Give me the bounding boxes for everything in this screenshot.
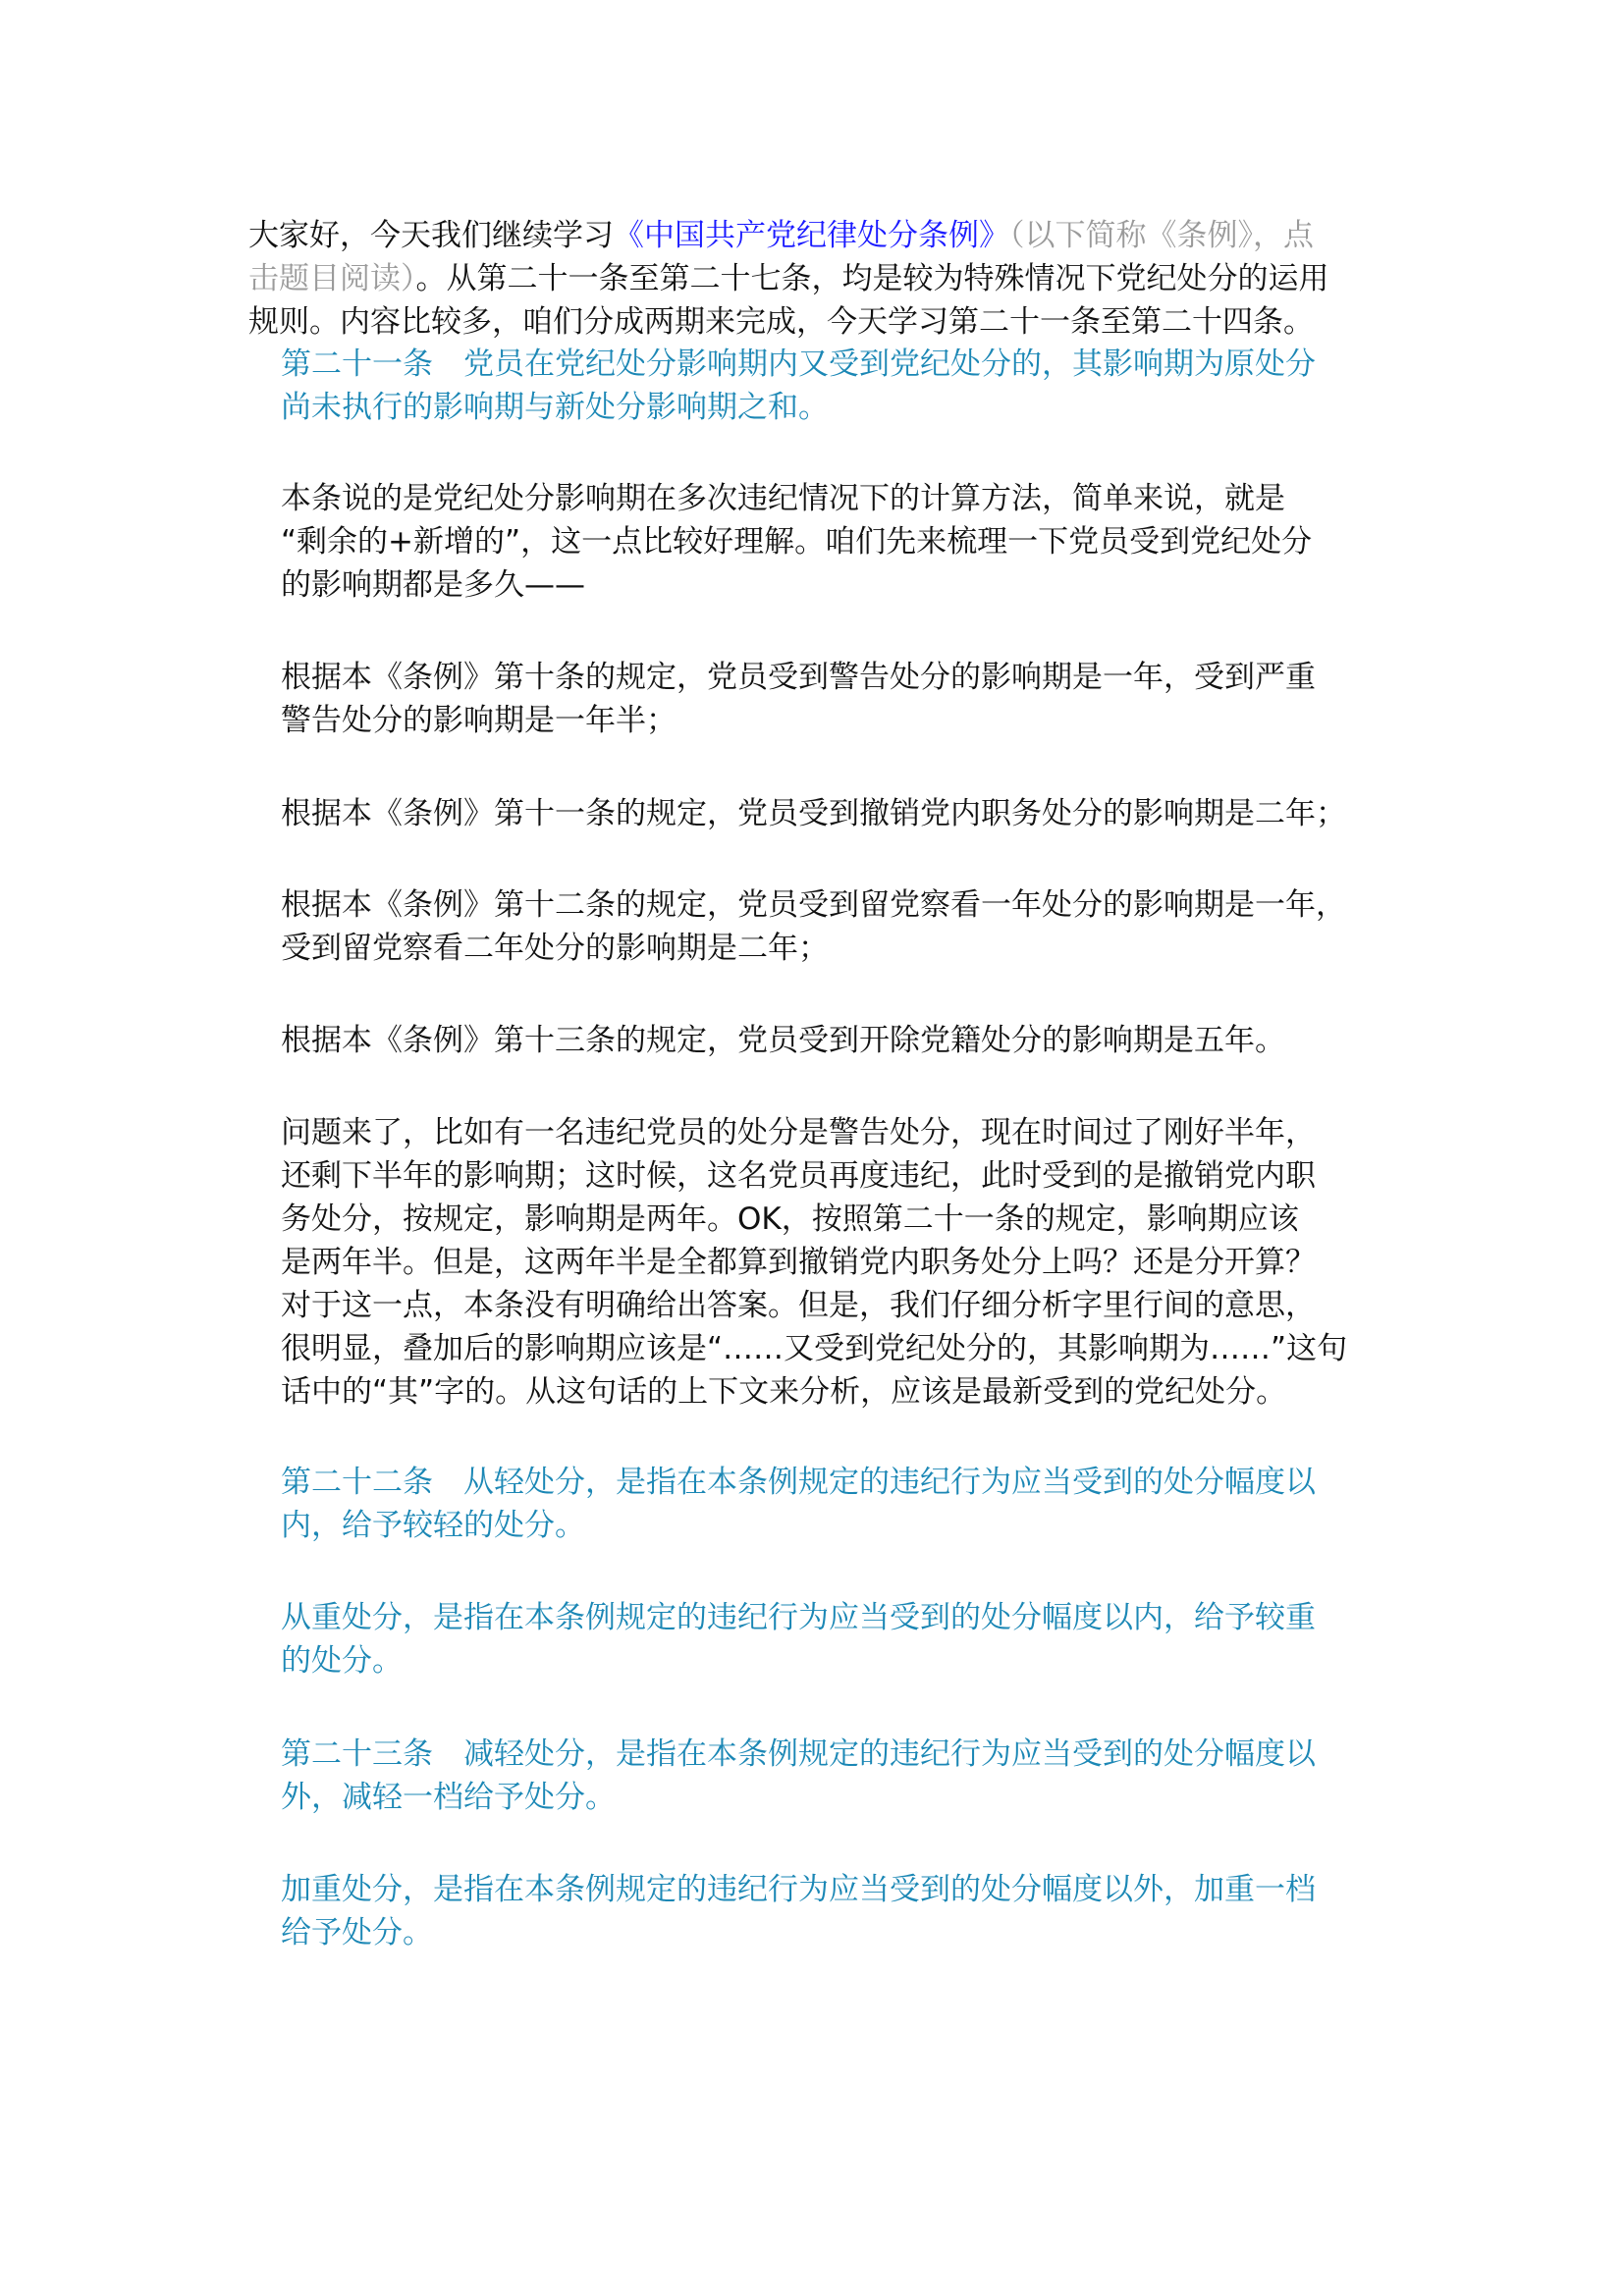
paragraph-line: 话中的“其”字的。从这句话的上下文来分析，应该是最新受到的党纪处分。 (281, 1374, 1287, 1410)
paragraph-line: 根据本《条例》第十一条的规定，党员受到撤销党内职务处分的影响期是二年； (281, 796, 1346, 831)
body-paragraph (281, 656, 1380, 742)
intro-text: 大家好，今天我们继续学习 (248, 218, 614, 253)
paragraph-line: 内，给予较轻的处分。 (281, 1508, 585, 1543)
paragraph-line: 加重处分，是指在本条例规定的违纪行为应当受到的处分幅度以外，加重一档 (281, 1872, 1316, 1907)
paragraph-line: 警告处分的影响期是一年半； (281, 703, 677, 738)
paragraph-line: 根据本《条例》第十条的规定，党员受到警告处分的影响期是一年，受到严重 (281, 660, 1316, 695)
article-clause (281, 1461, 1380, 1547)
paragraph-line: 还剩下半年的影响期；这时候，这名党员再度违纪，此时受到的是撤销党内职 (281, 1158, 1316, 1194)
paragraph-line: 务处分，按规定，影响期是两年。OK，按照第二十一条的规定，影响期应该 (281, 1201, 1299, 1237)
body-paragraph (281, 883, 1380, 970)
paragraph-line: 第二十二条 从轻处分，是指在本条例规定的违纪行为应当受到的处分幅度以 (281, 1465, 1316, 1500)
intro-text: 规则。内容比较多，咱们分成两期来完成，今天学习第二十一条至第二十四条。 (248, 304, 1314, 340)
body-paragraph (281, 1111, 1380, 1414)
paragraph-line: 尚未执行的影响期与新处分影响期之和。 (281, 390, 829, 425)
paragraph-line: “剩余的+新增的”，这一点比较好理解。咱们先来梳理一下党员受到党纪处分 (281, 524, 1313, 560)
paragraph-line: 从重处分，是指在本条例规定的违纪行为应当受到的处分幅度以内，给予较重 (281, 1600, 1316, 1635)
paragraph-line: 很明显，叠加后的影响期应该是“……又受到党纪处分的，其影响期为……”这句 (281, 1331, 1348, 1366)
paragraph-line: 的处分。 (281, 1643, 403, 1679)
paragraph-line: 本条说的是党纪处分影响期在多次违纪情况下的计算方法，简单来说，就是 (281, 481, 1285, 516)
paragraph-line: 的影响期都是多久—— (281, 567, 585, 603)
intro-line (248, 257, 1387, 300)
intro-text: 。从第二十一条至第二十七条，均是较为特殊情况下党纪处分的运用 (415, 261, 1329, 296)
intro-line (248, 300, 1387, 344)
paragraph-line: 是两年半。但是，这两年半是全都算到撤销党内职务处分上吗？还是分开算？ (281, 1245, 1316, 1280)
paragraph-line: 第二十三条 减轻处分，是指在本条例规定的违纪行为应当受到的处分幅度以 (281, 1736, 1316, 1772)
body-paragraph (281, 792, 1380, 835)
intro-paragraph (248, 214, 1387, 344)
article-clause (281, 1596, 1380, 1682)
intro-line (248, 214, 1387, 257)
paragraph-line: 根据本《条例》第十二条的规定，党员受到留党察看一年处分的影响期是一年， (281, 887, 1346, 923)
note-text: 击题目阅读） (248, 261, 416, 296)
paragraph-line: 对于这一点，本条没有明确给出答案。但是，我们仔细分析字里行间的意思， (281, 1288, 1316, 1323)
body-paragraph (281, 477, 1380, 607)
paragraph-line: 外，减轻一档给予处分。 (281, 1780, 616, 1815)
paragraph-line: 问题来了，比如有一名违纪党员的处分是警告处分，现在时间过了刚好半年， (281, 1115, 1316, 1150)
article-clause (281, 1733, 1380, 1819)
paragraph-line: 给予处分。 (281, 1915, 433, 1950)
body-paragraph (281, 1019, 1380, 1062)
article-clause (281, 1868, 1380, 1954)
article-clause (281, 343, 1380, 429)
paragraph-line: 根据本《条例》第十三条的规定，党员受到开除党籍处分的影响期是五年。 (281, 1023, 1285, 1058)
regulation-title-link[interactable]: 《中国共产党纪律处分条例》 (614, 218, 1009, 253)
paragraph-line: 第二十一条 党员在党纪处分影响期内又受到党纪处分的，其影响期为原处分 (281, 347, 1316, 382)
note-text: （以下简称《条例》，点 (1009, 218, 1314, 253)
paragraph-line: 受到留党察看二年处分的影响期是二年； (281, 931, 829, 966)
